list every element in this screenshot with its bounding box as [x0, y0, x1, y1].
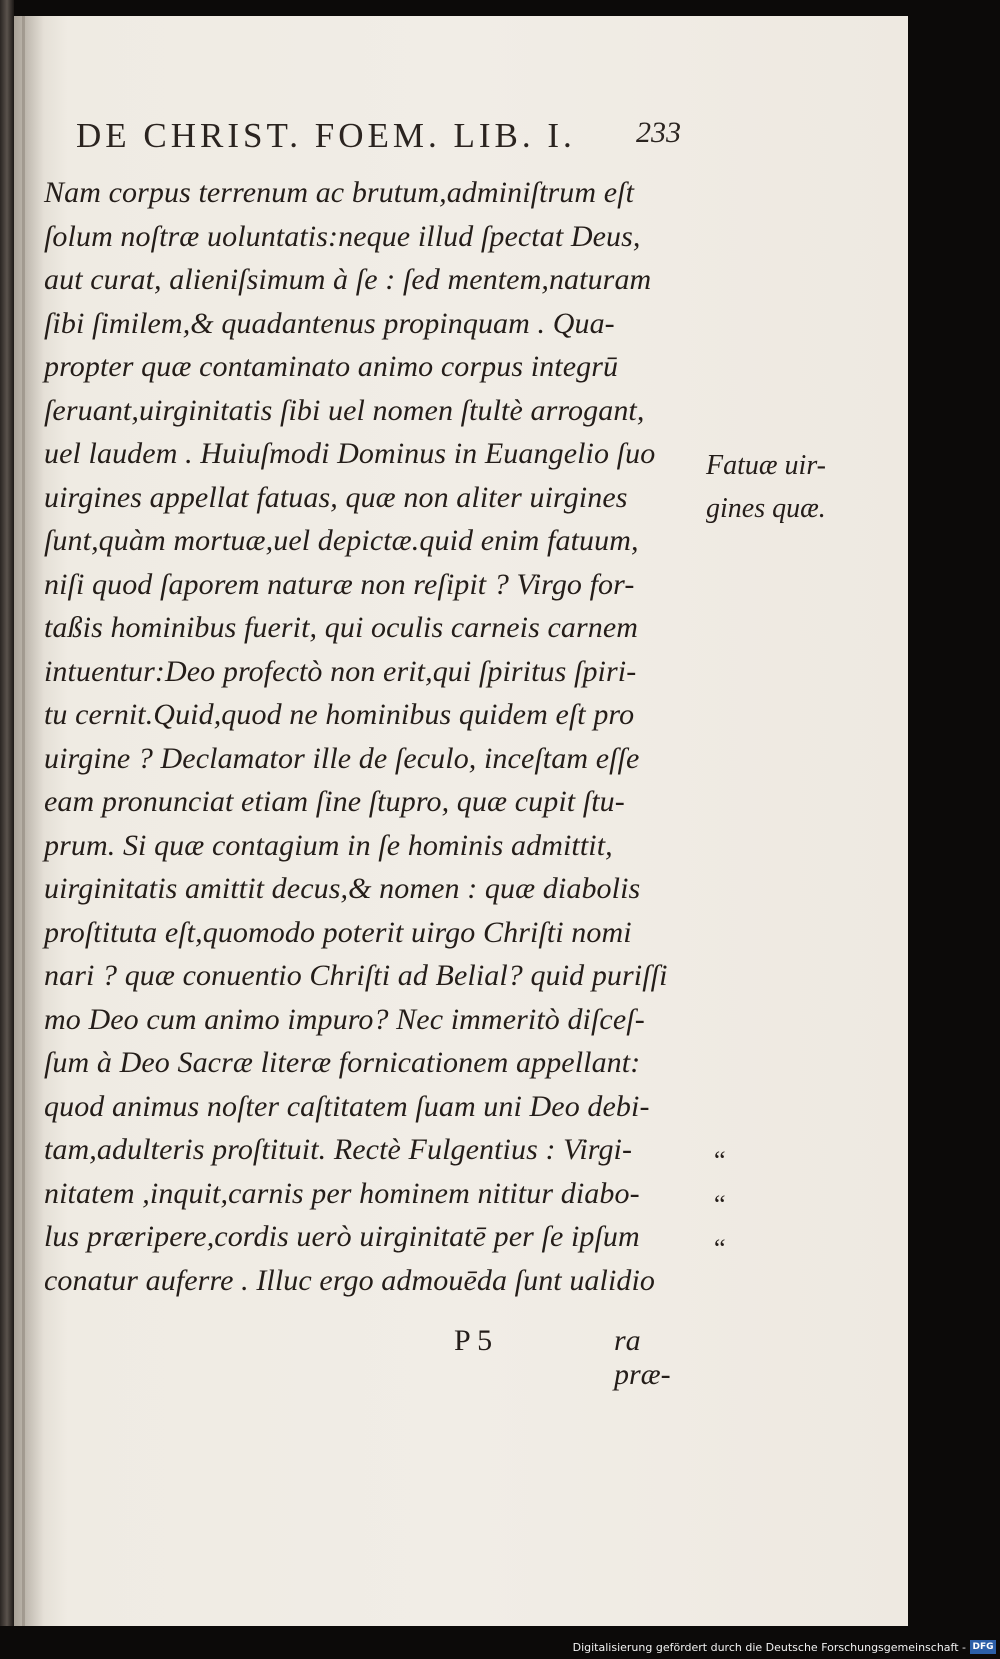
text-line: taßis hominibus fuerit, qui oculis carneis carnem: [44, 611, 639, 644]
text-line: ſeruant,uirginitatis ſibi uel nomen ſtultè arrogant,: [44, 393, 645, 427]
text-line: uirgines appellat fatuas, quæ non aliter uirgines: [44, 480, 628, 514]
text-line: uirginitatis amittit decus,& nomen : quæ diabolis: [44, 872, 641, 905]
text-line: propter quæ contaminato animo corpus integrū: [44, 350, 619, 383]
text-line: ſunt,quàm mortuæ,uel depictæ.quid enim fatuum,: [44, 524, 639, 557]
marginal-note: [706, 444, 896, 530]
catchword: ra præ-: [614, 1324, 671, 1391]
scan-background: [908, 0, 1000, 1659]
text-line: niſi quod ſaporem naturæ non reſipit ? Virgo for-: [44, 567, 635, 601]
text-line: aut curat, alieniſsimum à ſe : ſed mentem,naturam: [44, 263, 652, 296]
text-line: intuentur:Deo profectò non erit,qui ſpiritus ſpiri-: [44, 654, 637, 688]
text-line: uirgine ? Declamator ille de ſeculo, inceſtam eſſe: [44, 741, 640, 775]
text-line: Nam corpus terrenum ac brutum,adminiſtrum eſt: [44, 176, 635, 209]
signature-mark: P 5: [454, 1324, 493, 1357]
text-line: uel laudem . Huiuſmodi Dominus in Euangelio ſuo: [44, 437, 656, 470]
scan-edge: [0, 0, 14, 1659]
gutter-line: [22, 16, 25, 1626]
text-line: conatur auferre . Illuc ergo admouēda ſunt ualidio: [44, 1263, 656, 1297]
digitization-credit: Digitalisierung gefördert durch die Deutsche Forschungsgemeinschaft -: [572, 1641, 966, 1654]
text-line: ſolum noſtræ uoluntatis:neque illud ſpectat Deus,: [44, 219, 641, 253]
text-line: tam,adulteris proſtituit. Rectè Fulgentius : Virgi-: [44, 1133, 633, 1166]
body-text: [44, 171, 694, 1302]
text-line: lus præripere,cordis uerò uirginitatē per ſe ipſum: [44, 1220, 640, 1253]
text-line: nari ? quæ conuentio Chriſti ad Belial? quid puriſſi: [44, 959, 668, 992]
text-line: ſibi ſimilem,& quadantenus propinquam . Qua-: [44, 306, 615, 340]
text-line: nitatem ,inquit,carnis per hominem nititur diabo-: [44, 1176, 640, 1210]
quotation-mark: “: [714, 1190, 726, 1219]
page-shadow: [14, 16, 44, 1626]
quotation-mark: “: [714, 1146, 726, 1175]
text-line: ſum à Deo Sacræ literæ fornicationem appellant:: [44, 1046, 641, 1079]
page-footer: [44, 1324, 694, 1391]
running-header: DE CHRIST. FOEM. LIB. I.: [76, 116, 576, 155]
text-line: mo Deo cum animo impuro? Nec immeritò diſceſ-: [44, 1002, 645, 1036]
text-line: eam pronunciat etiam ſine ſtupro, quæ cupit ſtu-: [44, 785, 625, 818]
marginal-note-line: gines quæ.: [706, 493, 826, 524]
marginal-note-line: Fatuæ uir-: [706, 450, 826, 481]
text-line: prum. Si quæ contagium in ſe hominis admittit,: [44, 828, 613, 862]
quotation-mark: “: [714, 1234, 726, 1263]
text-line: tu cernit.Quid,quod ne hominibus quidem eſt pro: [44, 698, 635, 731]
text-line: quod animus noſter caſtitatem ſuam uni Deo debi-: [44, 1089, 650, 1123]
text-line: proſtituta eſt,quomodo poterit uirgo Chriſti nomi: [44, 915, 632, 949]
dfg-logo: DFG: [970, 1640, 996, 1654]
folio-number: 233: [636, 116, 681, 149]
book-page: [14, 16, 908, 1626]
